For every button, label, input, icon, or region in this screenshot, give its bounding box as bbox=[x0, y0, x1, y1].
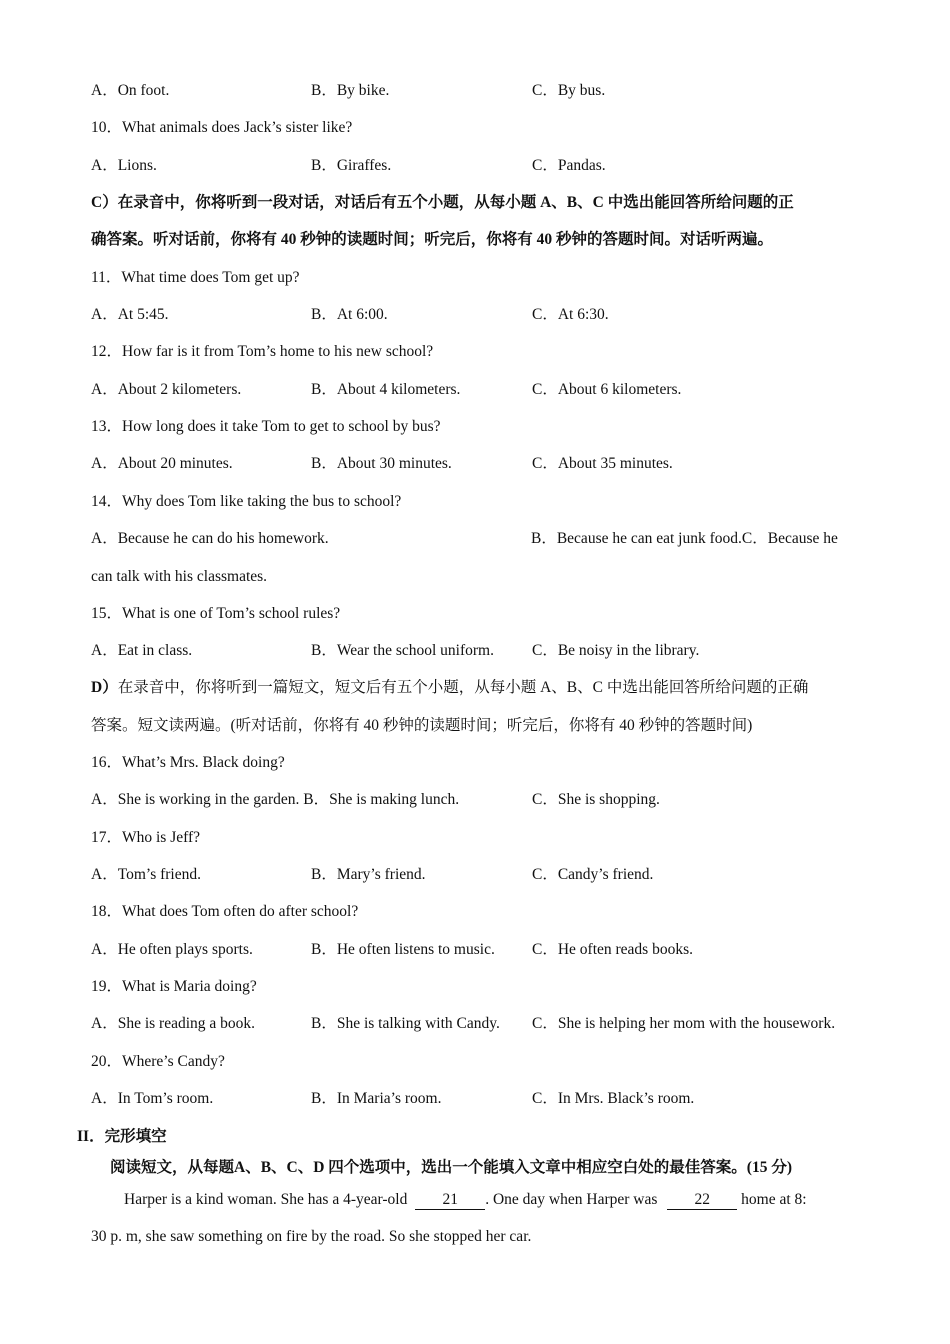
q17-question: 17．Who is Jeff? bbox=[91, 829, 201, 846]
section-c-number: 40 bbox=[280, 231, 297, 248]
q13-option-a: A．About 20 minutes. bbox=[91, 455, 233, 472]
section-c-text: 秒钟的答题时间。对话听两遍。 bbox=[552, 231, 774, 248]
section-d-label: D） bbox=[91, 679, 118, 696]
q18-option-a: A．He often plays sports. bbox=[91, 941, 253, 958]
q20-option-c: C．In Mrs. Black’s room. bbox=[532, 1090, 695, 1107]
passage-line2: 30 p. m, she saw something on fire by the road. So she stopped her car. bbox=[91, 1228, 532, 1245]
section-c-instruction-line2 bbox=[91, 229, 773, 251]
q9-option-c: C．By bus. bbox=[532, 82, 606, 99]
q19-option-a: A．She is reading a book. bbox=[91, 1015, 256, 1032]
q20-option-b: B．In Maria’s room. bbox=[311, 1090, 442, 1107]
section-d-instruction-line1 bbox=[91, 677, 808, 699]
q13-question: 13．How long does it take Tom to get to school by bus? bbox=[91, 418, 441, 435]
section-ii-instruction: 阅读短文，从每题A、B、C、D 四个选项中，选出一个能填入文章中相应空白处的最佳答案。(15 分) bbox=[110, 1159, 792, 1176]
blank-22: 22 bbox=[667, 1191, 737, 1210]
q15-option-a: A．Eat in class. bbox=[91, 642, 193, 659]
q19-question: 19．What is Maria doing? bbox=[91, 978, 257, 995]
q10-question: 10．What animals does Jack’s sister like? bbox=[91, 119, 353, 136]
q17-option-b: B．Mary’s friend. bbox=[311, 866, 426, 883]
q10-option-b: B．Giraffes. bbox=[311, 157, 392, 174]
q9-option-a: A．On foot. bbox=[91, 82, 170, 99]
q15-option-b: B．Wear the school uniform. bbox=[311, 642, 494, 659]
q12-option-b: B．About 4 kilometers. bbox=[311, 381, 461, 398]
section-d-text: 在录音中，你将听到一篇短文，短文后有五个小题，从每小题 A、B、C 中选出能回答所给问题的正确 bbox=[117, 679, 809, 696]
section-c-instruction-line1 bbox=[91, 192, 794, 214]
q15-option-c: C．Be noisy in the library. bbox=[532, 642, 700, 659]
passage-text: home at 8: bbox=[737, 1191, 807, 1208]
q16-option-c: C．She is shopping. bbox=[532, 791, 660, 808]
q18-question: 18．What does Tom often do after school? bbox=[91, 903, 359, 920]
passage-text: Harper is a kind woman. She has a 4-year-old bbox=[124, 1191, 412, 1208]
q15-question: 15．What is one of Tom’s school rules? bbox=[91, 605, 341, 622]
q14-option-b-c: B．Because he can eat junk food.C．Because he bbox=[531, 530, 838, 547]
q16-option-a-b: A．She is working in the garden. B．She is making lunch. bbox=[91, 791, 460, 808]
section-c-letters: A、B、C bbox=[540, 194, 604, 211]
q11-option-c: C．At 6:30. bbox=[532, 306, 609, 323]
q17-option-a: A．Tom’s friend. bbox=[91, 866, 201, 883]
section-c-text: 中选出能回答所给问题的正 bbox=[603, 194, 794, 211]
q19-option-c: C．She is helping her mom with the housework. bbox=[532, 1015, 836, 1032]
q12-option-a: A．About 2 kilometers. bbox=[91, 381, 242, 398]
q12-question: 12．How far is it from Tom’s home to his new school? bbox=[91, 343, 434, 360]
section-c-text: 确答案。听对话前，你将有 bbox=[91, 231, 281, 248]
q12-option-c: C．About 6 kilometers. bbox=[532, 381, 682, 398]
q20-option-a: A．In Tom’s room. bbox=[91, 1090, 214, 1107]
q11-question: 11．What time does Tom get up? bbox=[91, 269, 300, 286]
q11-option-a: A．At 5:45. bbox=[91, 306, 169, 323]
q14-option-c-continued: can talk with his classmates. bbox=[91, 568, 268, 585]
passage-text: . One day when Harper was bbox=[485, 1191, 662, 1208]
q17-option-c: C．Candy’s friend. bbox=[532, 866, 654, 883]
q14-question: 14．Why does Tom like taking the bus to school? bbox=[91, 493, 402, 510]
section-ii-heading: II．完形填空 bbox=[77, 1128, 167, 1145]
section-c-text: C）在录音中，你将听到一段对话，对话后有五个小题，从每小题 bbox=[91, 194, 541, 211]
q20-question: 20．Where’s Candy? bbox=[91, 1053, 225, 1070]
q11-option-b: B．At 6:00. bbox=[311, 306, 388, 323]
q18-option-b: B．He often listens to music. bbox=[311, 941, 495, 958]
section-d-instruction-line2: 答案。短文读两遍。(听对话前，你将有 40 秒钟的读题时间；听完后，你将有 40 秒钟的答题时间) bbox=[91, 717, 753, 734]
q18-option-c: C．He often reads books. bbox=[532, 941, 693, 958]
section-c-text: 秒钟的读题时间；听完后，你将有 bbox=[296, 231, 537, 248]
q13-option-b: B．About 30 minutes. bbox=[311, 455, 452, 472]
passage-line1 bbox=[124, 1189, 807, 1211]
q14-option-a: A．Because he can do his homework. bbox=[91, 530, 329, 547]
q19-option-b: B．She is talking with Candy. bbox=[311, 1015, 500, 1032]
blank-21: 21 bbox=[415, 1191, 485, 1210]
q10-option-c: C．Pandas. bbox=[532, 157, 606, 174]
q9-option-b: B．By bike. bbox=[311, 82, 390, 99]
section-c-number: 40 bbox=[536, 231, 553, 248]
q16-question: 16．What’s Mrs. Black doing? bbox=[91, 754, 285, 771]
q13-option-c: C．About 35 minutes. bbox=[532, 455, 673, 472]
q10-option-a: A．Lions. bbox=[91, 157, 157, 174]
